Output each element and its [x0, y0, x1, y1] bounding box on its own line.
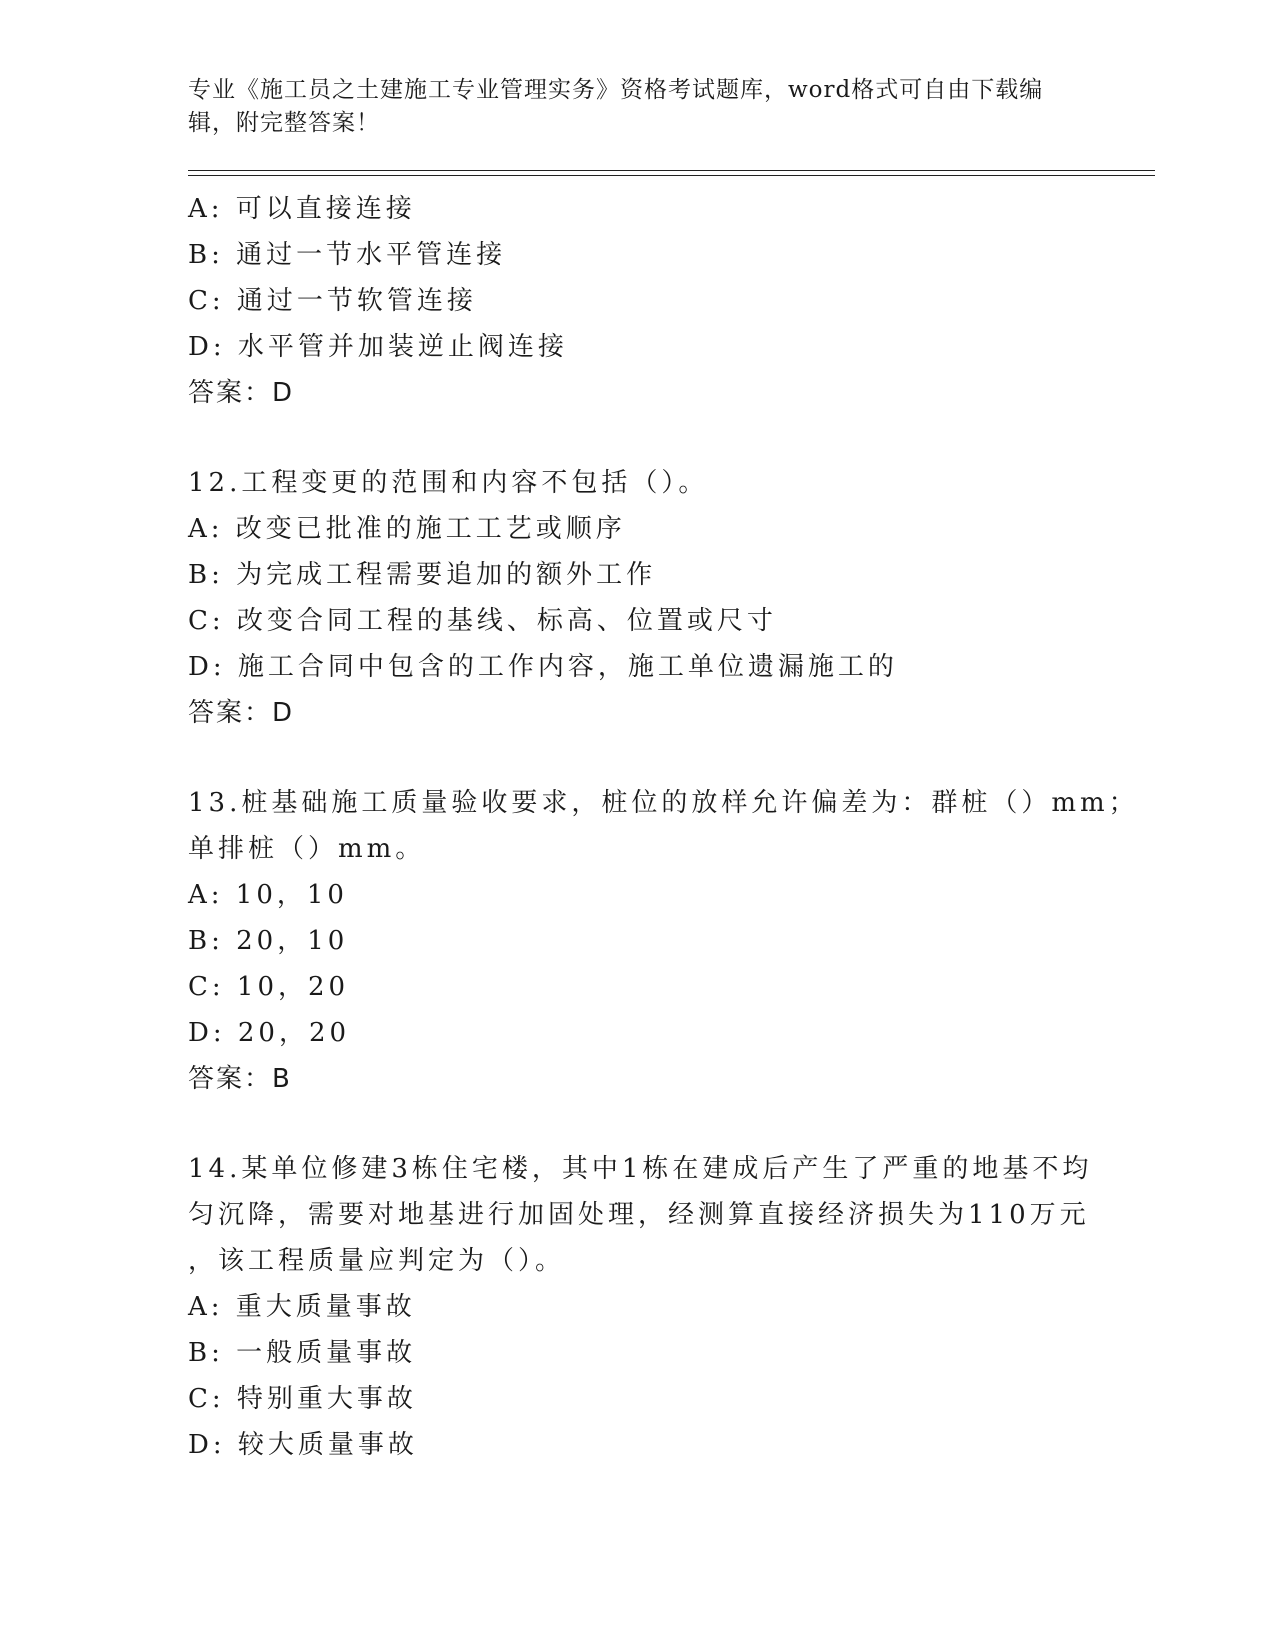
question-text-cont: 匀沉降，需要对地基进行加固处理，经测算直接经济损失为110万元: [188, 1200, 1090, 1230]
option-c: C: 改变合同工程的基线、标高、位置或尺寸: [188, 606, 777, 636]
question-block-12: [188, 460, 1088, 736]
question-text-cont: 单排桩（）mm。: [188, 834, 426, 864]
question-block-11: [188, 186, 1088, 416]
option-c: C: 10，20: [188, 972, 350, 1002]
option-b: B: 20，10: [188, 926, 349, 956]
question-text: 12.工程变更的范围和内容不包括（）。: [188, 468, 709, 498]
option-d: D: 水平管并加装逆止阀连接: [188, 332, 568, 362]
header-line-2: 辑，附完整答案！: [188, 110, 380, 136]
option-c: C: 通过一节软管连接: [188, 286, 477, 316]
option-d: D: 较大质量事故: [188, 1430, 418, 1460]
option-a: A: 改变已批准的施工工艺或顺序: [188, 514, 626, 544]
question-text-cont: ，该工程质量应判定为（）。: [188, 1246, 566, 1276]
answer-label: 答案：D: [188, 698, 295, 728]
option-c: C: 特别重大事故: [188, 1384, 417, 1414]
option-a: A: 可以直接连接: [188, 194, 416, 224]
header-line-1: 专业《施工员之土建施工专业管理实务》资格考试题库，word格式可自由下载编: [188, 77, 1044, 103]
answer-label: 答案：D: [188, 378, 295, 408]
option-b: B: 一般质量事故: [188, 1338, 417, 1368]
question-block-14: [188, 1146, 1093, 1468]
question-text: 14.某单位修建3栋住宅楼，其中1栋在建成后产生了严重的地基不均: [188, 1154, 1093, 1184]
option-b: B: 为完成工程需要追加的额外工作: [188, 560, 657, 590]
header-rule-bottom: [188, 175, 1155, 176]
question-list: [188, 186, 1139, 1468]
option-d: D: 施工合同中包含的工作内容，施工单位遗漏施工的: [188, 652, 898, 682]
question-block-13: [188, 780, 1139, 1102]
option-a: A: 重大质量事故: [188, 1292, 416, 1322]
document-header: [188, 74, 1068, 140]
option-d: D: 20，20: [188, 1018, 351, 1048]
option-b: B: 通过一节水平管连接: [188, 240, 507, 270]
option-a: A: 10，10: [188, 880, 348, 910]
question-text: 13.桩基础施工质量验收要求，桩位的放样允许偏差为：群桩（）mm；: [188, 788, 1139, 818]
answer-label: 答案：B: [188, 1064, 292, 1094]
header-rule-top: [188, 170, 1155, 171]
